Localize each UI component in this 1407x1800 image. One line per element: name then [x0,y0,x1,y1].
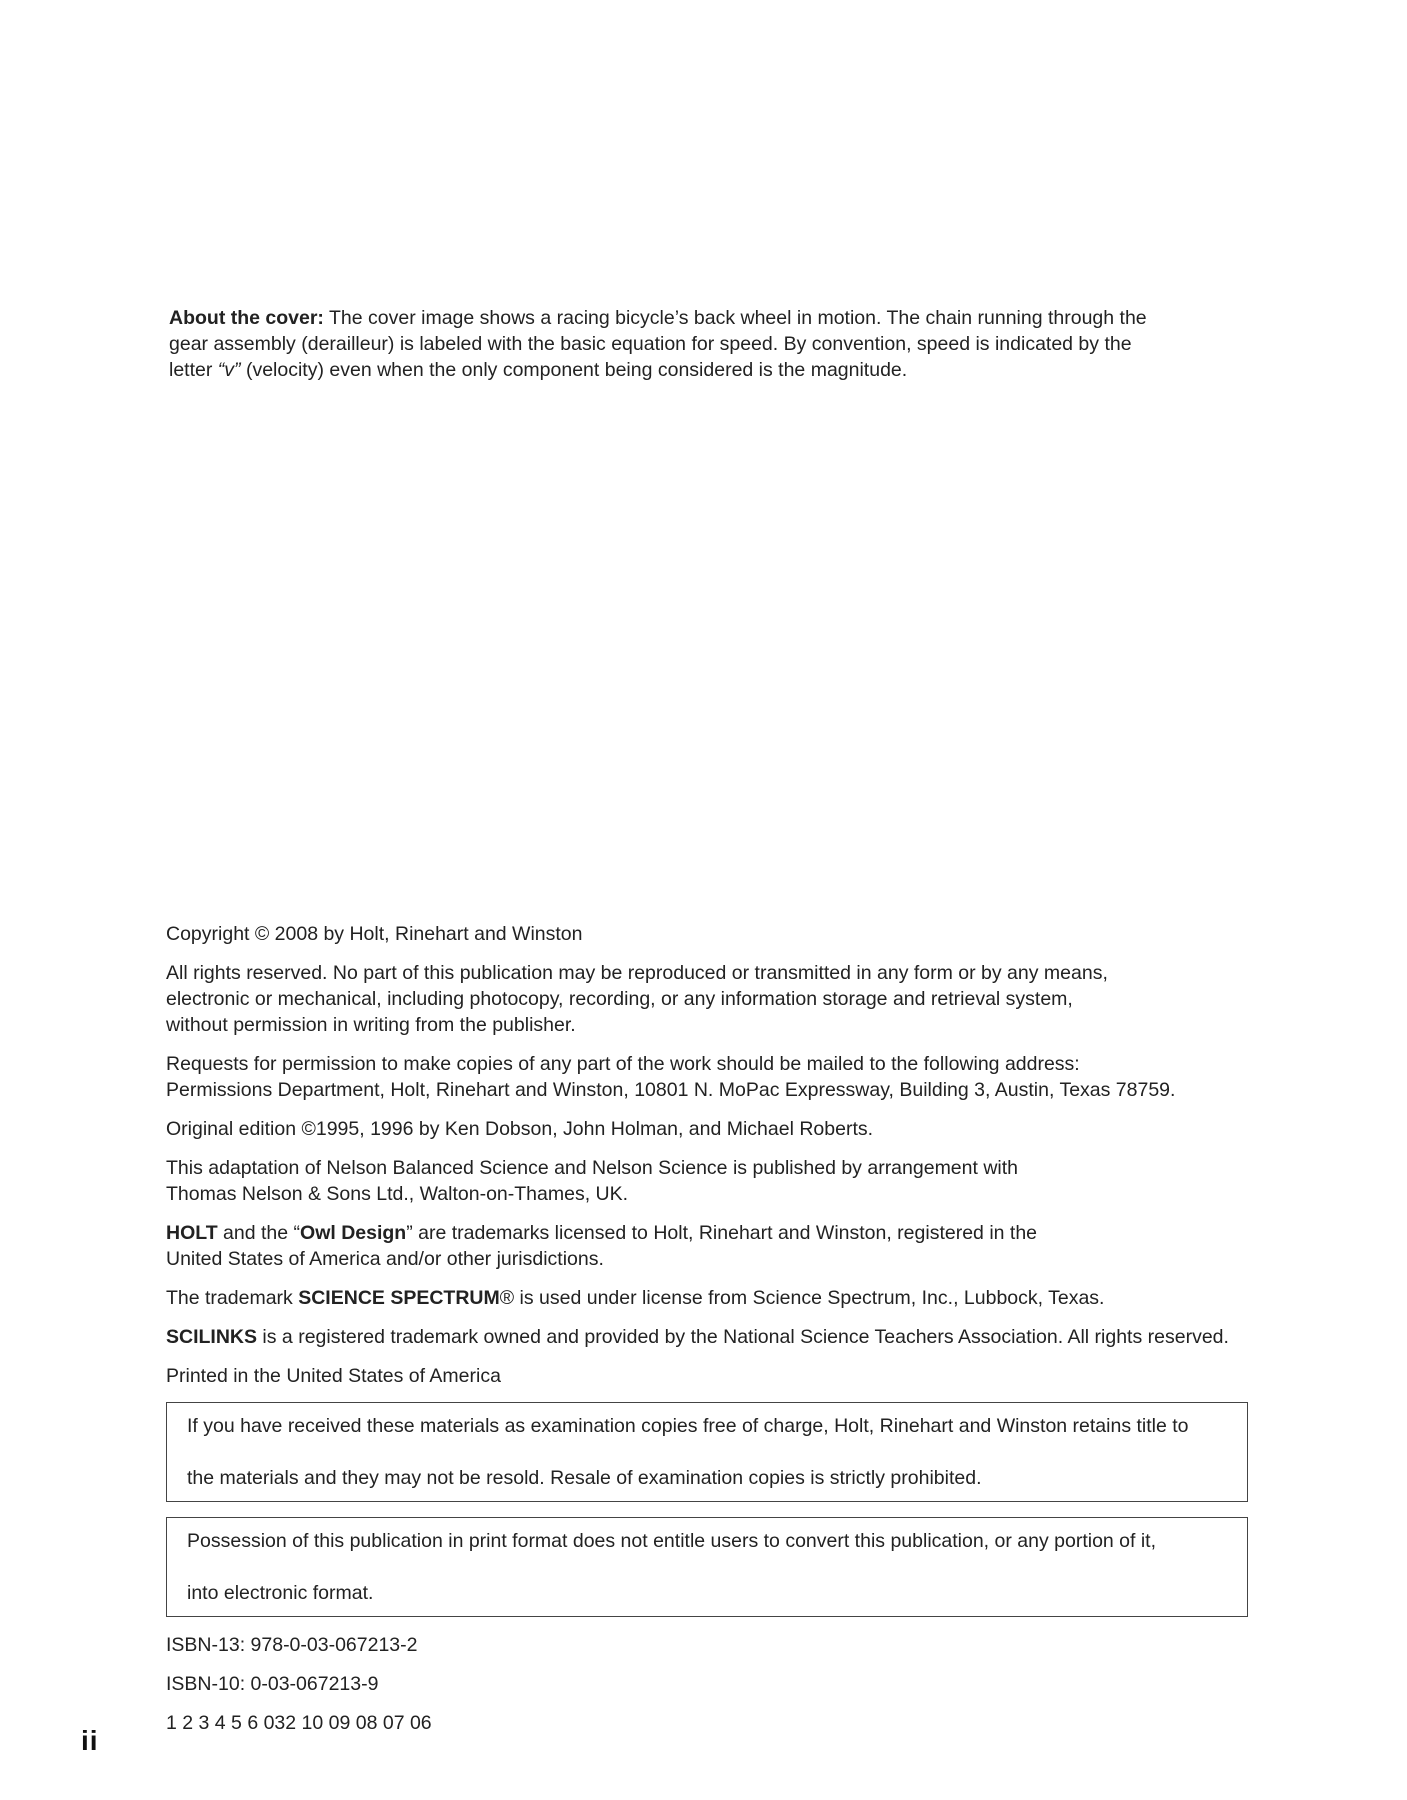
rights-line: All rights reserved. No part of this publication may be reproduced or transmitted in any form or by any means, [166,962,1108,984]
all-rights-reserved [166,960,1286,1038]
printed-in: Printed in the United States of America [166,1365,501,1387]
format-notice-line: into electronic format. [187,1582,374,1604]
spectrum-brand: SCIENCE SPECTRUM [298,1287,500,1309]
holt-trademark [166,1220,1286,1272]
adaptation-line: Thomas Nelson & Sons Ltd., Walton-on-Thames, UK. [166,1183,629,1205]
isbn-13: ISBN-13: 978-0-03-067213-2 [166,1634,418,1656]
holt-trademark-line-1 [166,1220,1286,1246]
scilinks-post: is a registered trademark owned and provided by the National Science Teachers Association. All rights reserved. [257,1326,1229,1348]
holt-trademark-line-2: United States of America and/or other jurisdictions. [166,1248,604,1270]
spectrum-post: ® is used under license from Science Spectrum, Inc., Lubbock, Texas. [499,1287,1105,1309]
examination-copies-notice [166,1402,1248,1502]
format-notice-line: Possession of this publication in print format does not entitle users to convert this publication, or any portion of it, [187,1530,1157,1552]
requests-line: Permissions Department, Holt, Rinehart and Winston, 10801 N. MoPac Expressway, Building 3, Austin, Texas 78759. [166,1079,1176,1101]
holt-text-1: and the “ [217,1222,301,1244]
adaptation-note [166,1155,1286,1207]
about-the-cover [169,305,1174,383]
scilinks-trademark [166,1324,1286,1350]
requests-line: Requests for permission to make copies of any part of the work should be mailed to the following address: [166,1053,1080,1075]
about-cover-text-1: The cover image shows a racing bicycle’s back wheel in motion. The chain running through the gear assembly (derailleur) is labeled with the basic equation for speed. By convention, speed is indicated by the letter [169,307,1147,381]
rights-line: without permission in writing from the publisher. [166,1014,576,1036]
permission-requests [166,1051,1286,1103]
isbn-10: ISBN-10: 0-03-067213-9 [166,1673,379,1695]
exam-notice-line: If you have received these materials as examination copies free of charge, Holt, Rinehart and Winston retains title to [187,1415,1189,1437]
about-cover-heading: About the cover: [169,307,324,329]
rights-line: electronic or mechanical, including photocopy, recording, or any information storage and retrieval system, [166,988,1073,1010]
electronic-format-notice [166,1517,1248,1617]
spectrum-pre: The trademark [166,1287,299,1309]
holt-brand: HOLT [166,1222,218,1244]
original-edition: Original edition ©1995, 1996 by Ken Dobson, John Holman, and Michael Roberts. [166,1118,874,1140]
copyright-block [166,921,1286,1749]
exam-notice-line: the materials and they may not be resold. Resale of examination copies is strictly prohibited. [187,1467,982,1489]
copyright-line: Copyright © 2008 by Holt, Rinehart and Winston [166,923,583,945]
scilinks-brand: SCILINKS [166,1326,258,1348]
about-cover-letter: “v” [217,359,241,381]
page-number: ii [81,1725,99,1756]
adaptation-line: This adaptation of Nelson Balanced Science and Nelson Science is published by arrangement with [166,1157,1019,1179]
about-cover-text-2: (velocity) even when the only component being considered is the magnitude. [240,359,908,381]
owl-design: Owl Design [300,1222,407,1244]
holt-text-2: ” are trademarks licensed to Holt, Rinehart and Winston, registered in the [406,1222,1038,1244]
printing-line: 1 2 3 4 5 6 032 10 09 08 07 06 [166,1712,432,1734]
science-spectrum-trademark [166,1285,1286,1311]
